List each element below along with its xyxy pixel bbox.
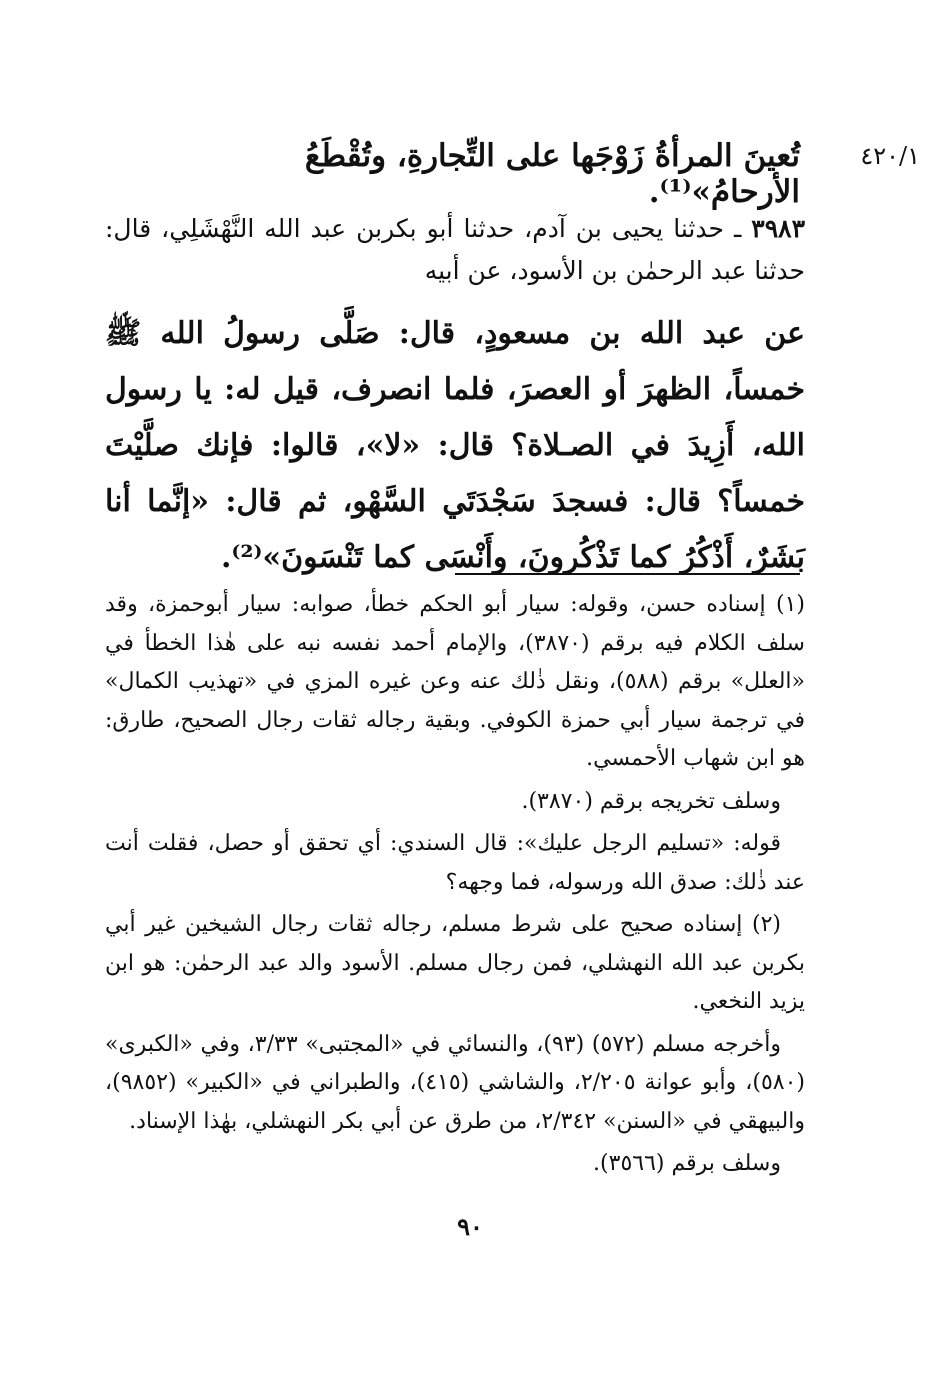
hadith-continuation-line: تُعينَ المرأةُ زَوْجَها على التِّجارةِ، وتُقْطَعُ الأرحامُ»⁽¹⁾. <box>304 138 800 210</box>
page-number: ٩٠ <box>457 1212 483 1241</box>
footnote-1-takhrij: وسلف تخريجه برقم (٣٨٧٠). <box>521 788 781 814</box>
margin-reference: ٤٢٠/١ <box>860 142 920 170</box>
hadith-number: ٣٩٨٣ <box>751 214 805 243</box>
hadith-matn: عن عبد الله بن مسعودٍ، قال: صَلَّى رسولُ الله ﷺ خمساً، الظهرَ أو العصرَ، فلما انصرف، قيل له: يا رسول الله، أَزِيدَ في الصـلاة؟ قال: «لا»، قالوا: فإنك صلَّيْتَ خمساً؟ قال: فسجدَ سَجْدَتَي السَّهْو، ثم قال: «إنَّما أنا بَشَرٌ، أَذْكُرُ كما تَذْكُرونَ، وأَنْسَى كما تَنْسَونَ»⁽²⁾. <box>105 316 805 575</box>
hadith-isnad <box>105 208 805 292</box>
footnote-2-takhrij: وأخرجه مسلم (٥٧٢) (٩٣)، والنسائي في «المجتبى» ٣/٣٣، وفي «الكبرى» (٥٨٠)، وأبو عوانة ٢/٢٠٥، والشاشي (٤١٥)، والطبراني في «الكبير» (٩٨٥٢)، والبيهقي في «السنن» ٢/٣٤٢، من طرق عن أبي بكر النهشلي، بهٰذا الإسناد. <box>105 1031 805 1134</box>
footnote-1-comment: قوله: «تسليم الرجل عليك»: قال السندي: أي تحقق أو حصل، فقلت أنت عند ذٰلك: صدق الله ورسوله، فما وجهه؟ <box>105 831 805 895</box>
footnote-2: (٢) إسناده صحيح على شرط مسلم، رجاله ثقات رجال الشيخين غير أبي بكربن عبد الله النهشلي، فمن رجال مسلم. الأسود والد عبد الرحمٰن: هو ابن يزيد النخعي. <box>105 912 805 1014</box>
footnote-2-ref: وسلف برقم (٣٥٦٦). <box>593 1151 781 1176</box>
isnad-text: ـ حدثنا يحيى بن آدم، حدثنا أبو بكربن عبد الله النَّهْشَلِي، قال: حدثنا عبد الرحمٰن بن الأسود، عن أبيه <box>105 214 805 285</box>
footnote-1: (١) إسناده حسن، وقوله: سيار أبو الحكم خطأ، صوابه: سيار أبوحمزة، وقد سلف الكلام فيه برقم (٣٨٧٠)، والإمام أحمد نفسه نبه على هٰذا الخطأ في «العلل» برقم (٥٨٨)، ونقل ذٰلك عنه وعن غيره المزي في «تهذيب الكمال» في ترجمة سيار أبي حمزة الكوفي. وبقية رجاله ثقات رجال الصحيح، طارق: هو ابن شهاب الأحمسي. <box>105 592 805 771</box>
footnote-separator <box>455 573 800 575</box>
footnotes <box>105 586 805 1188</box>
